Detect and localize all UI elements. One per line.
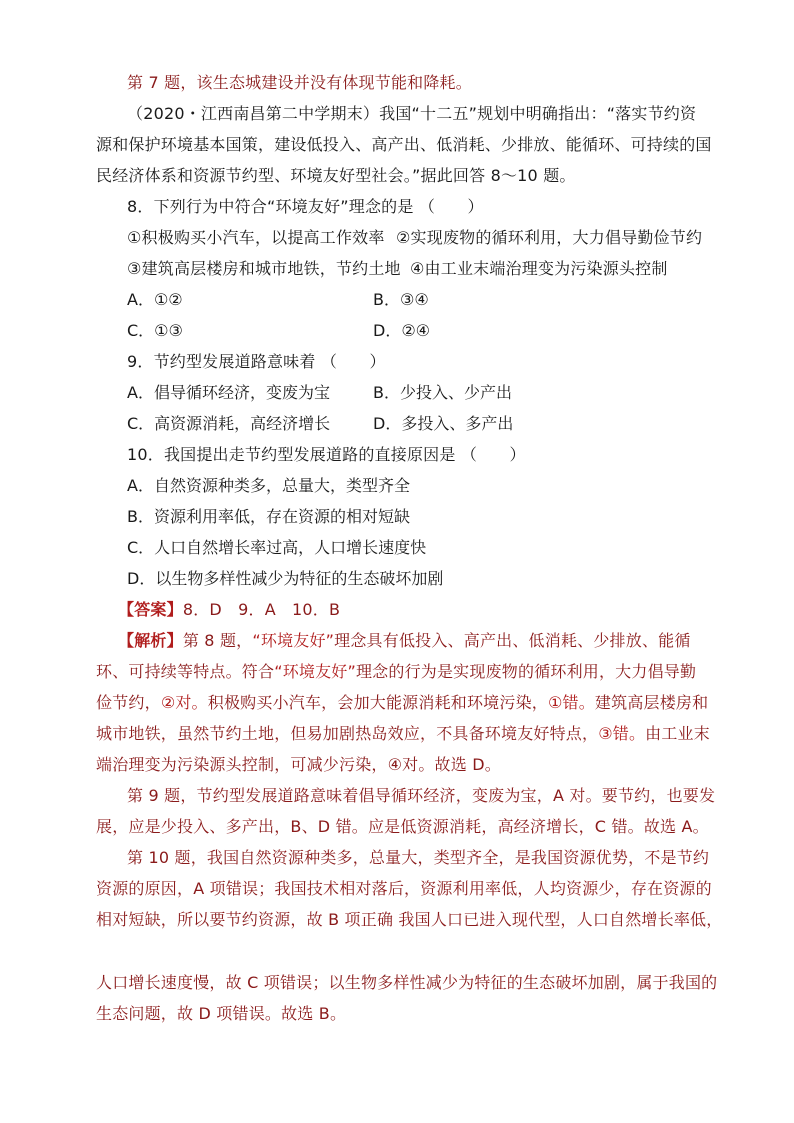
analysis-text: 第 8 题， [182, 631, 253, 650]
analysis-highlight: ②对。 [160, 693, 208, 712]
analysis-q10-line: 相对短缺，所以要节约资源，故 B 项正确 我国人口已进入现代型，人口自然增长率低， [96, 910, 723, 929]
question-9-stem: 9．节约型发展道路意味着 （ ） [127, 352, 386, 371]
source-text-line: （2020・江西南昌第二中学期末）我国“十二五”规划中明确指出：“落实节约资 [127, 104, 697, 123]
question-8-item: ③建筑高层楼房和城市地铁，节约土地 [127, 259, 401, 278]
analysis-q10-line: 第 10 题，我国自然资源种类多，总量大，类型齐全，是我国资源优势，不是节约 [127, 848, 710, 867]
source-text-line: 源和保护环境基本国策，建设低投入、高产出、低消耗、少排放、能循环、可持续的国 [96, 135, 712, 154]
question-9-option-a: A．倡导循环经济，变废为宝 [127, 383, 330, 402]
analysis-highlight: “环境友好” [252, 631, 335, 650]
question-10-stem: 10．我国提出走节约型发展道路的直接原因是 （ ） [127, 445, 526, 464]
analysis-highlight: ①错。 [547, 693, 595, 712]
analysis-text: 理念具有低投入、高产出、低消耗、少排放、能循 [334, 631, 691, 650]
analysis-text: 由工业末 [645, 724, 710, 743]
question-10-option-d: D．以生物多样性减少为特征的生态破坏加剧 [127, 569, 444, 588]
analysis-text: 建筑高层楼房和 [594, 693, 709, 712]
question-8-option-b: B．③④ [373, 290, 429, 309]
question-10-option-b: B．资源利用率低，存在资源的相对短缺 [127, 507, 410, 526]
analysis-q10-line: 资源的原因，A 项错误；我国技术相对落后，资源利用率低，人均资源少，存在资源的 [96, 879, 712, 898]
analysis-q10-line: 人口增长速度慢，故 C 项错误；以生物多样性减少为特征的生态破坏加剧，属于我国的 [96, 973, 718, 992]
analysis-highlight: ③错。 [598, 724, 646, 743]
analysis-q8-line [118, 631, 691, 651]
question-8-option-c: C．①③ [127, 321, 183, 340]
intro-note: 第 7 题，该生态城建设并没有体现节能和降耗。 [127, 73, 472, 92]
analysis-q8-line [96, 693, 708, 713]
analysis-q8-line [96, 662, 696, 682]
question-8-stem: 8．下列行为中符合“环境友好”理念的是 （ ） [127, 197, 484, 216]
answer-text: 8．D 9．A 10．B [182, 600, 341, 619]
analysis-q8-line [96, 724, 710, 744]
analysis-q9-line: 第 9 题，节约型发展道路意味着倡导循环经济，变废为宝，A 对。要节约，也要发 [127, 786, 716, 805]
analysis-q10-line: 生态问题，故 D 项错误。故选 B。 [96, 1004, 347, 1023]
analysis-text: 理念的行为是实现废物的循环利用，大力倡导勤 [355, 662, 697, 681]
question-8-item: ④由工业末端治理变为污染源头控制 [410, 259, 668, 278]
analysis-q8-line: 端治理变为污染源头控制，可减少污染，④对。故选 D。 [96, 755, 501, 774]
analysis-label: 【解析】 [118, 631, 183, 650]
source-text-line: 民经济体系和资源节约型、环境友好型社会。”据此回答 8～10 题。 [96, 166, 576, 185]
question-8-item: ②实现废物的循环利用，大力倡导勤俭节约 [396, 228, 703, 247]
analysis-text: 环、可持续等特点。符合 [96, 662, 275, 681]
question-8-option-a: A．①② [127, 290, 183, 309]
analysis-text: 城市地铁，虽然节约土地，但易加剧热岛效应，不具备环境友好特点， [96, 724, 599, 743]
analysis-text: 积极购买小汽车，会加大能源消耗和环境污染， [207, 693, 548, 712]
question-9-option-b: B．少投入、少产出 [373, 383, 512, 402]
question-8-option-d: D．②④ [373, 321, 431, 340]
question-9-option-d: D．多投入、多产出 [373, 414, 514, 433]
question-10-option-a: A．自然资源种类多，总量大，类型齐全 [127, 476, 410, 495]
question-8-item: ①积极购买小汽车，以提高工作效率 [127, 228, 385, 247]
question-9-option-c: C．高资源消耗，高经济增长 [127, 414, 331, 433]
answer-line [118, 600, 340, 620]
analysis-highlight: “环境友好” [274, 662, 356, 681]
question-10-option-c: C．人口自然增长率过高，人口增长速度快 [127, 538, 427, 557]
analysis-text: 俭节约， [96, 693, 161, 712]
answer-label: 【答案】 [118, 600, 183, 619]
analysis-q9-line: 展，应是少投入、多产出，B、D 错。应是低资源消耗，高经济增长，C 错。故选 A。 [96, 817, 709, 836]
